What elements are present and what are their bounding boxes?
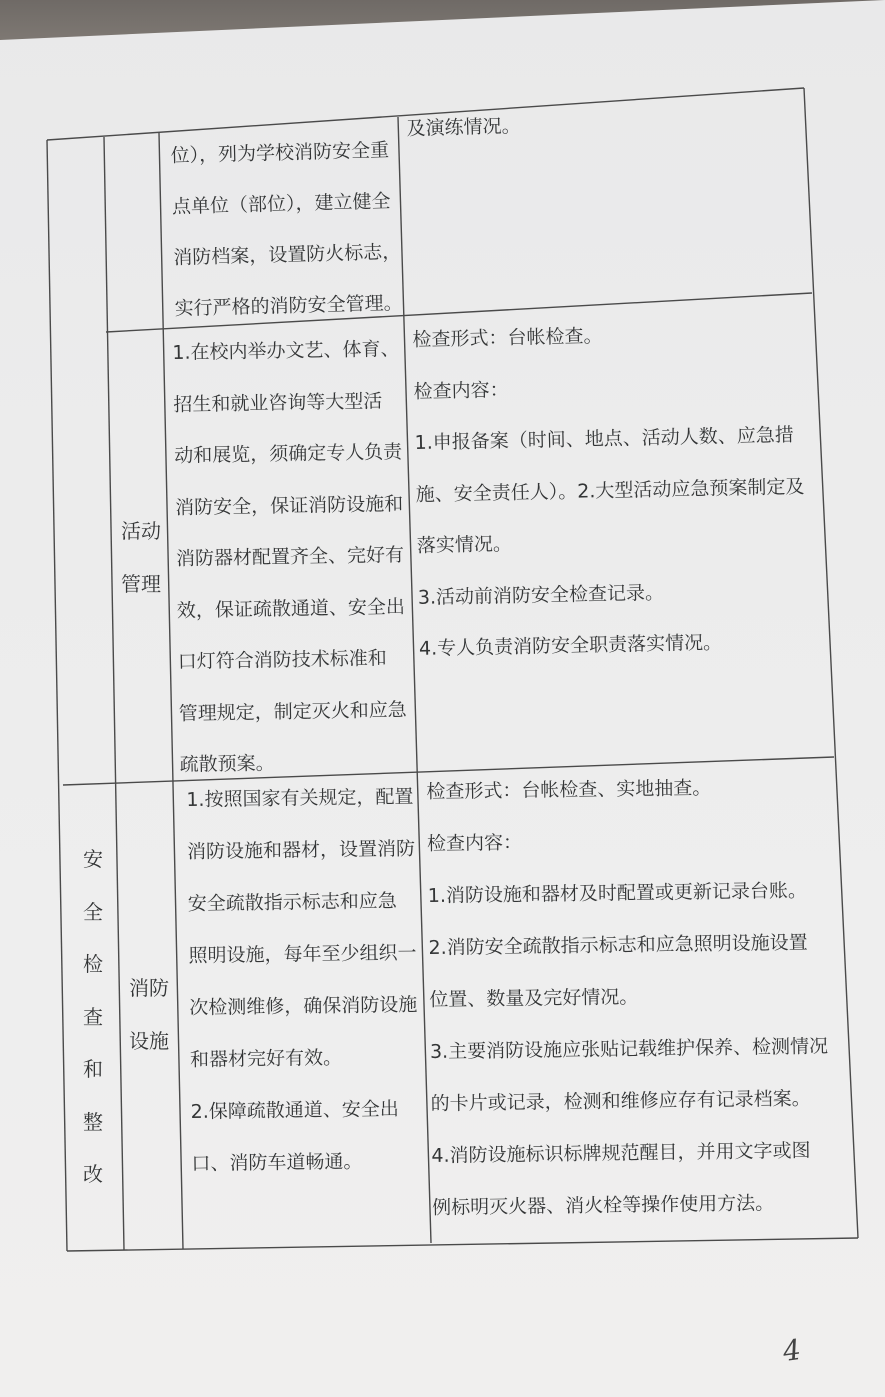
row3-item-label: 消防 设施 bbox=[129, 976, 169, 1053]
page-number: 4 bbox=[780, 1332, 804, 1369]
row2-check: 检查形式：台帐检查。 检查内容： 1.申报备案（时间、地点、活动人数、应急措 施、安全责任人）。2.大型活动应急预案制定及 落实情况。 3.活动前消防安全检查记录。 4.专人负责消防安全职责落实情况。 bbox=[412, 325, 805, 660]
row3-requirement: 1.按照国家有关规定，配置 消防设施和器材，设置消防 安全疏散指示标志和应急 照明设施，每年至少组织一 次检测维修，确保消防设施 和器材完好有效。 2.保障疏散通道、安全出 口、消防车道畅通。 bbox=[186, 785, 418, 1175]
row2-requirement: 1.在校内举办文艺、体育、 招生和就业咨询等大型活 动和展览，须确定专人负责 消防安全，保证消防设施和 消防器材配置齐全、完好有 效，保证疏散通道、安全出 口灯符合消防技术标准和 管理规定，制定灭火和应急 疏散预案。 bbox=[172, 338, 407, 776]
row1-requirement: 位），列为学校消防安全重 点单位（部位），建立健全 消防档案，设置防火标志， 实行严格的消防安全管理。 bbox=[170, 139, 403, 320]
row3-category-label: 安 全 检 查 和 整 改 bbox=[83, 847, 103, 1186]
row2-item-label: 活动 管理 bbox=[121, 519, 161, 596]
row1-check: 及演练情况。 bbox=[406, 115, 521, 140]
row3-check: 检查形式：台帐检查、实地抽查。 检查内容： 1.消防设施和器材及时配置或更新记录台账。 2.消防安全疏散指示标志和应急照明设施设置 位置、数量及完好情况。 3.主要消防设施应张贴记载维护保养、检测情况 的卡片或记录，检测和维修应存有记录档案。 4.消防设施标识标牌规范醒目，并用文字或图 例标明灭火器、消火栓等操作使用方法。 bbox=[426, 777, 829, 1219]
